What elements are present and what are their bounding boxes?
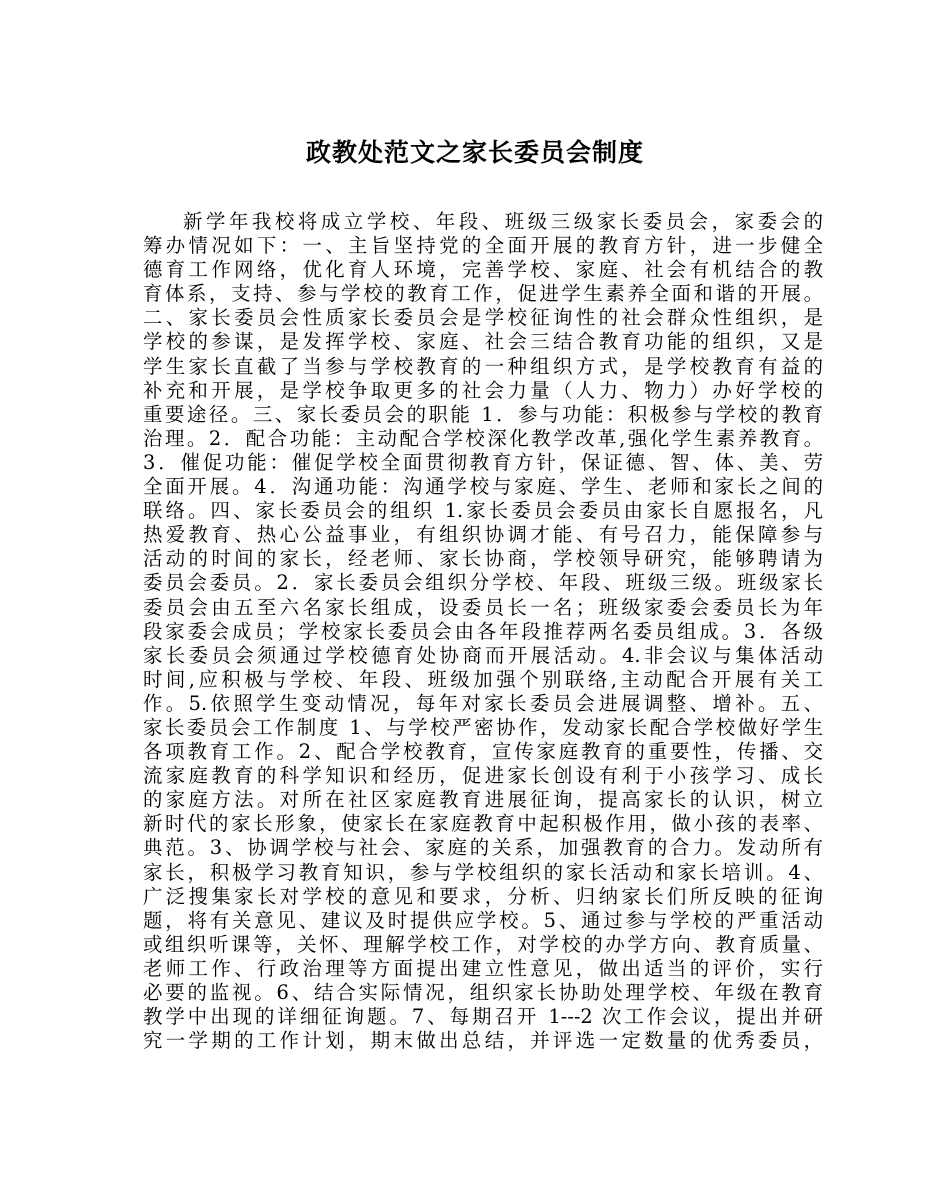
body-line: 的家庭方法。对所在社区家庭教育进展征询，提高家长的认识，树立 xyxy=(143,788,823,812)
body-line: 老师工作、行政治理等方面提出建立性意见，做出适当的评价，实行 xyxy=(143,956,823,980)
document-title: 政教处范文之家长委员会制度 xyxy=(305,138,644,167)
body-line: 德育工作网络，优化育人环境，完善学校、家庭、社会有机结合的教 xyxy=(143,258,823,282)
body-line: 筹办情况如下：一、主旨坚持党的全面开展的教育方针，进一步健全 xyxy=(143,234,823,258)
body-line: 补充和开展，是学校争取更多的社会力量（人力、物力）办好学校的 xyxy=(143,378,823,402)
body-line: 家长，积极学习教育知识，参与学校组织的家长活动和家长培训。4、 xyxy=(143,860,823,884)
document-body xyxy=(143,210,823,1053)
body-line: 必要的监视。6、结合实际情况，组织家长协助处理学校、年级在教育 xyxy=(143,981,823,1004)
body-line: 教学中出现的详细征询题。7、每期召开 1---2 次工作会议，提出并研 xyxy=(143,1005,823,1029)
body-line: 治理。2．配合功能：主动配合学校深化教学改革,强化学生素养教育。 xyxy=(143,426,823,450)
body-line: 委员会委员。2．家长委员会组织分学校、年段、班级三级。班级家长 xyxy=(143,571,823,595)
body-line: 段家委会成员；学校家长委员会由各年段推荐两名委员组成。3．各级 xyxy=(143,619,823,643)
body-line: 委员会由五至六名家长组成，设委员长一名；班级家委会委员长为年 xyxy=(143,595,823,619)
body-line: 联络。四、家长委员会的组织 1.家长委员会委员由家长自愿报名，凡 xyxy=(143,499,823,523)
body-line: 二、家长委员会性质家长委员会是学校征询性的社会群众性组织，是 xyxy=(143,306,823,330)
body-line: 作。5.依照学生变动情况，每年对家长委员会进展调整、增补。五、 xyxy=(143,691,823,715)
body-line: 育体系，支持、参与学校的教育工作，促进学生素养全面和谐的开展。 xyxy=(143,282,823,306)
body-line: 家长委员会须通过学校德育处协商而开展活动。4.非会议与集体活动 xyxy=(143,643,823,667)
body-line: 广泛搜集家长对学校的意见和要求，分析、归纳家长们所反映的征询 xyxy=(143,884,823,908)
body-line: 学生家长直截了当参与学校教育的一种组织方式，是学校教育有益的 xyxy=(143,354,823,378)
body-line: 活动的时间的家长，经老师、家长协商，学校领导研究，能够聘请为 xyxy=(143,547,823,571)
body-line: 3．催促功能：催促学校全面贯彻教育方针，保证德、智、体、美、劳 xyxy=(143,450,823,474)
body-line: 流家庭教育的科学知识和经历，促进家长创设有利于小孩学习、成长 xyxy=(143,764,823,788)
body-line: 新学年我校将成立学校、年段、班级三级家长委员会，家委会的 xyxy=(183,210,823,233)
body-line: 各项教育工作。2、配合学校教育，宣传家庭教育的重要性，传播、交 xyxy=(143,740,823,764)
body-line: 新时代的家长形象，使家长在家庭教育中起积极作用，做小孩的表率、 xyxy=(143,812,823,836)
body-line: 热爱教育、热心公益事业，有组织协调才能、有号召力，能保障参与 xyxy=(143,523,823,547)
body-line: 题，将有关意见、建议及时提供应学校。5、通过参与学校的严重活动 xyxy=(143,908,823,932)
body-line: 究一学期的工作计划，期末做出总结，并评选一定数量的优秀委员， xyxy=(143,1029,823,1053)
body-line: 家长委员会工作制度 1、与学校严密协作，发动家长配合学校做好学生 xyxy=(143,715,823,739)
body-line: 时间,应积极与学校、年段、班级加强个别联络,主动配合开展有关工 xyxy=(143,667,823,691)
body-line: 典范。3、协调学校与社会、家庭的关系，加强教育的合力。发动所有 xyxy=(143,836,823,860)
body-line: 全面开展。4．沟通功能：沟通学校与家庭、学生、老师和家长之间的 xyxy=(143,475,823,499)
body-line: 重要途径。三、家长委员会的职能 1．参与功能：积极参与学校的教育 xyxy=(143,402,823,426)
body-line: 学校的参谋，是发挥学校、家庭、社会三结合教育功能的组织，又是 xyxy=(143,330,823,354)
body-line: 或组织听课等，关怀、理解学校工作，对学校的办学方向、教育质量、 xyxy=(143,932,823,956)
